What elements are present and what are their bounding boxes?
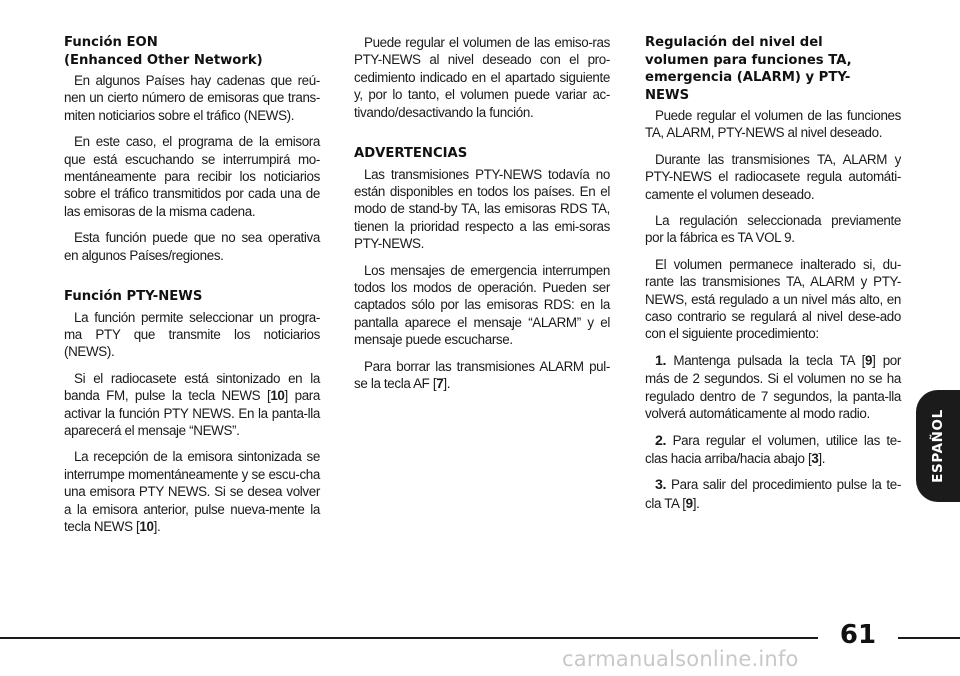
paragraph: El volumen permanece inalterado si, du-rante las transmisiones TA, ALARM y PTY-NEWS, está regulado a un nivel más alto, en caso contrario se regulará al nivel dese-ado con el siguiente procedimiento: [645,256,901,342]
key-ref: 7 [436,376,444,391]
key-ref: 9 [864,352,873,368]
paragraph: La regulación seleccionada previamente por la fábrica es TA VOL 9. [645,213,901,246]
paragraph: Puede regular el volumen de las emiso-ras PTY-NEWS al nivel deseado con el pro-cedimiento indicado en el apartado siguiente y, por lo tanto, el volumen puede variar ac-tivando/desactivando la función. [354,35,610,120]
heading-pty-news: Función PTY-NEWS [64,289,203,305]
language-side-tab [916,390,960,502]
paragraph: Durante las transmisiones TA, ALARM y PTY-NEWS el radiocasete regula automáti-camente el volumen deseado. [645,151,901,202]
paragraph: Si el radiocasete está sintonizado en la banda FM, pulse la tecla NEWS [10] para activar la función PTY NEWS. En la panta-lla aparecerá el mensaje “NEWS”. [64,370,320,438]
paragraph: Los mensajes de emergencia interrumpen todos los modos de operación. Pueden ser captados sólo por las emisoras RDS: en la pantalla aparece el mensaje “ALARM” y el mensaje puede escucharse. [354,262,610,348]
column-left [64,34,320,544]
key-ref: 3 [811,450,819,466]
step-3: 3. Para salir del procedimiento pulse la te-cla TA [9]. [645,477,901,511]
paragraph: La recepción de la emisora sintonizada se interrumpe momentáneamente y se escu-cha una emisora PTY NEWS. Si se desea volver a la emisora anterior, pulse nueva-mente la tecla NEWS [10]. [64,449,320,535]
key-ref: 10 [139,519,154,535]
paragraph: En algunos Países hay cadenas que reú-nen un cierto número de emisoras que trans-miten noticiarios sobre el tráfico (NEWS). [64,73,320,123]
key-ref: 10 [270,388,285,404]
footer-rule [0,637,818,639]
heading-volume-regulation: Regulación del nivel del volumen para funciones TA, emergencia (ALARM) y PTY- NEWS [645,35,852,103]
step-1: 1. Mantenga pulsada la tecla TA [9] por más de 2 segundos. Si el volumen no se ha regulado dentro de 7 segundos, la panta-lla volverá automáticamente al modo radio. [645,352,902,422]
key-ref: 9 [685,495,693,511]
language-label: ESPAÑOL [930,409,946,483]
paragraph: Puede regular el volumen de las funciones TA, ALARM, PTY-NEWS al nivel deseado. [645,108,901,141]
page-number: 61 [839,620,877,650]
column-right [645,34,901,521]
heading-eon: Función EON (Enhanced Other Network) [64,35,263,68]
paragraph: Esta función puede que no sea operativa en algunos Países/regiones. [64,230,320,263]
paragraph: La función permite seleccionar un progra-ma PTY que transmite los noticiarios (NEWS). [64,309,320,360]
step-2: 2. Para regular el volumen, utilice las te-clas hacia arriba/hacia abajo [3]. [645,432,901,466]
column-middle [354,34,610,401]
watermark: carmanualsonline.info [562,647,799,671]
heading-advertencias: ADVERTENCIAS [354,146,468,162]
paragraph: En este caso, el programa de la emisora que está escuchando se interrumpirá mo-mentáneamente para recibir los noticiarios sobre el tráfico transmitidos por cada una de las emisoras de la misma cadena. [64,134,320,219]
paragraph: Las transmisiones PTY-NEWS todavía no están disponibles en todos los países. En el modo de stand-by TA, las emisoras RDS TA, tienen la prioridad respecto a las emi-soras PTY-NEWS. [354,166,610,252]
paragraph: Para borrar las transmisiones ALARM pul-se la tecla AF [7]. [354,358,610,391]
footer-rule-right [898,637,960,639]
